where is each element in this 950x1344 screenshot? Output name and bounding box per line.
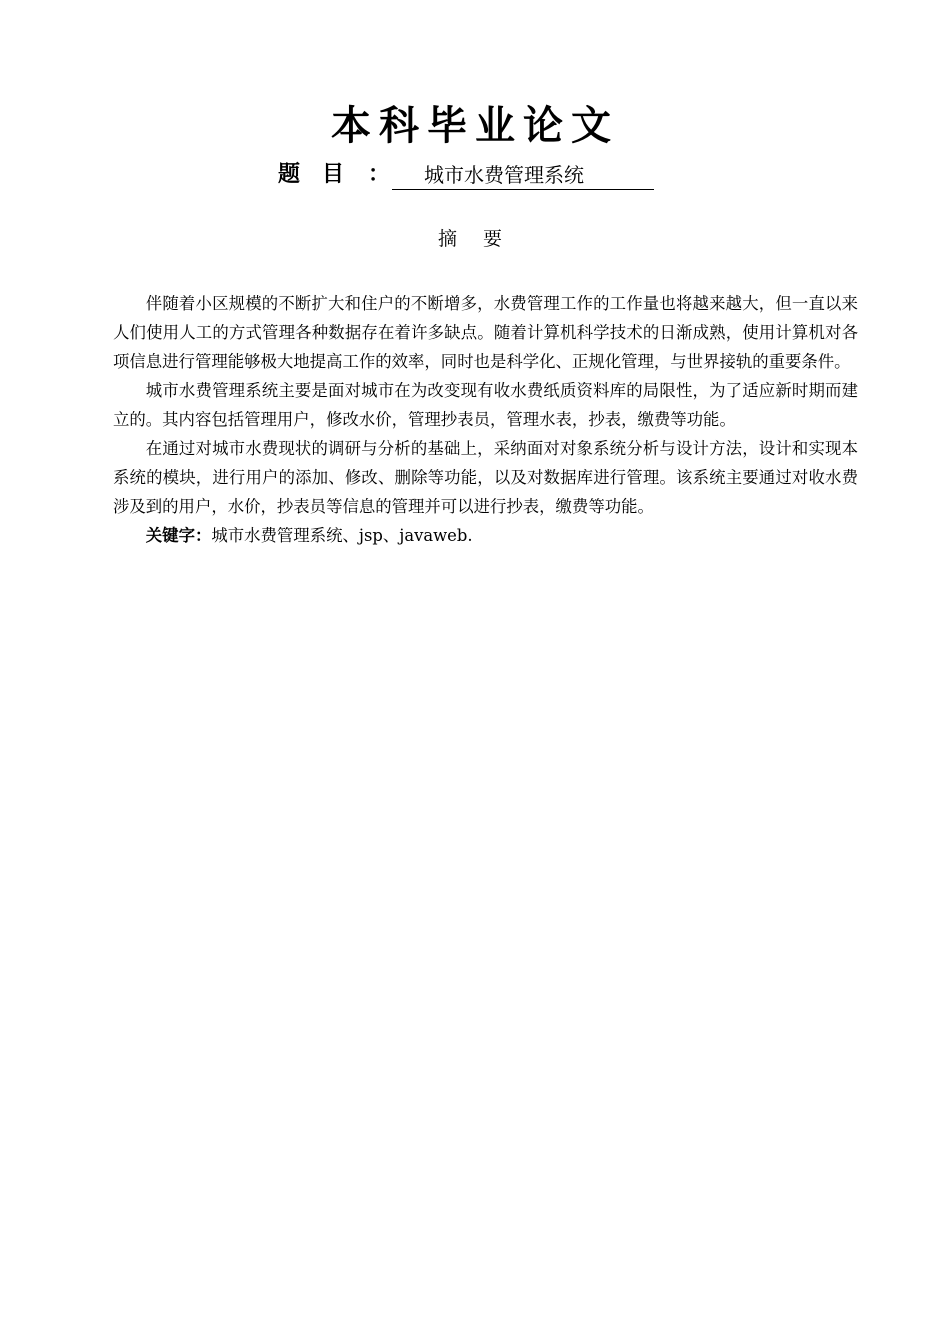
keywords-label: 关键字：	[145, 526, 212, 545]
abstract-paragraph: 伴随着小区规模的不断扩大和住户的不断增多，水费管理工作的工作量也将越来越大，但一直以来人们使用人工的方式管理各种数据存在着许多缺点。随着计算机科学技术的日渐成熟，使用计算机对各项信息进行管理能够极大地提高工作的效率，同时也是科学化、正规化管理，与世界接轨的重要条件。	[113, 294, 858, 371]
subject-label-text: 题 目	[278, 162, 345, 187]
abstract-paragraph: 在通过对城市水费现状的调研与分析的基础上，采纳面对对象系统分析与设计方法，设计和实现本系统的模块，进行用户的添加、修改、删除等功能，以及对数据库进行管理。该系统主要通过对收水费涉及到的用户，水价，抄表员等信息的管理并可以进行抄表，缴费等功能。	[113, 439, 858, 516]
keywords-line	[113, 521, 858, 550]
thesis-title: 本科毕业论文	[331, 103, 619, 149]
abstract-body	[113, 289, 858, 550]
subject-row	[278, 158, 654, 190]
abstract-heading: 摘 要	[437, 228, 513, 250]
subject-label	[278, 160, 390, 190]
abstract-paragraph: 城市水费管理系统主要是面对城市在为改变现有收水费纸质资料库的局限性，为了适应新时期而建立的。其内容包括管理用户，修改水价，管理抄表员，管理水表，抄表，缴费等功能。	[113, 381, 858, 429]
subject-label-colon: ：	[367, 162, 390, 187]
subject-value: 城市水费管理系统	[392, 161, 654, 190]
keywords-value: 城市水费管理系统、jsp、javaweb.	[211, 526, 473, 545]
